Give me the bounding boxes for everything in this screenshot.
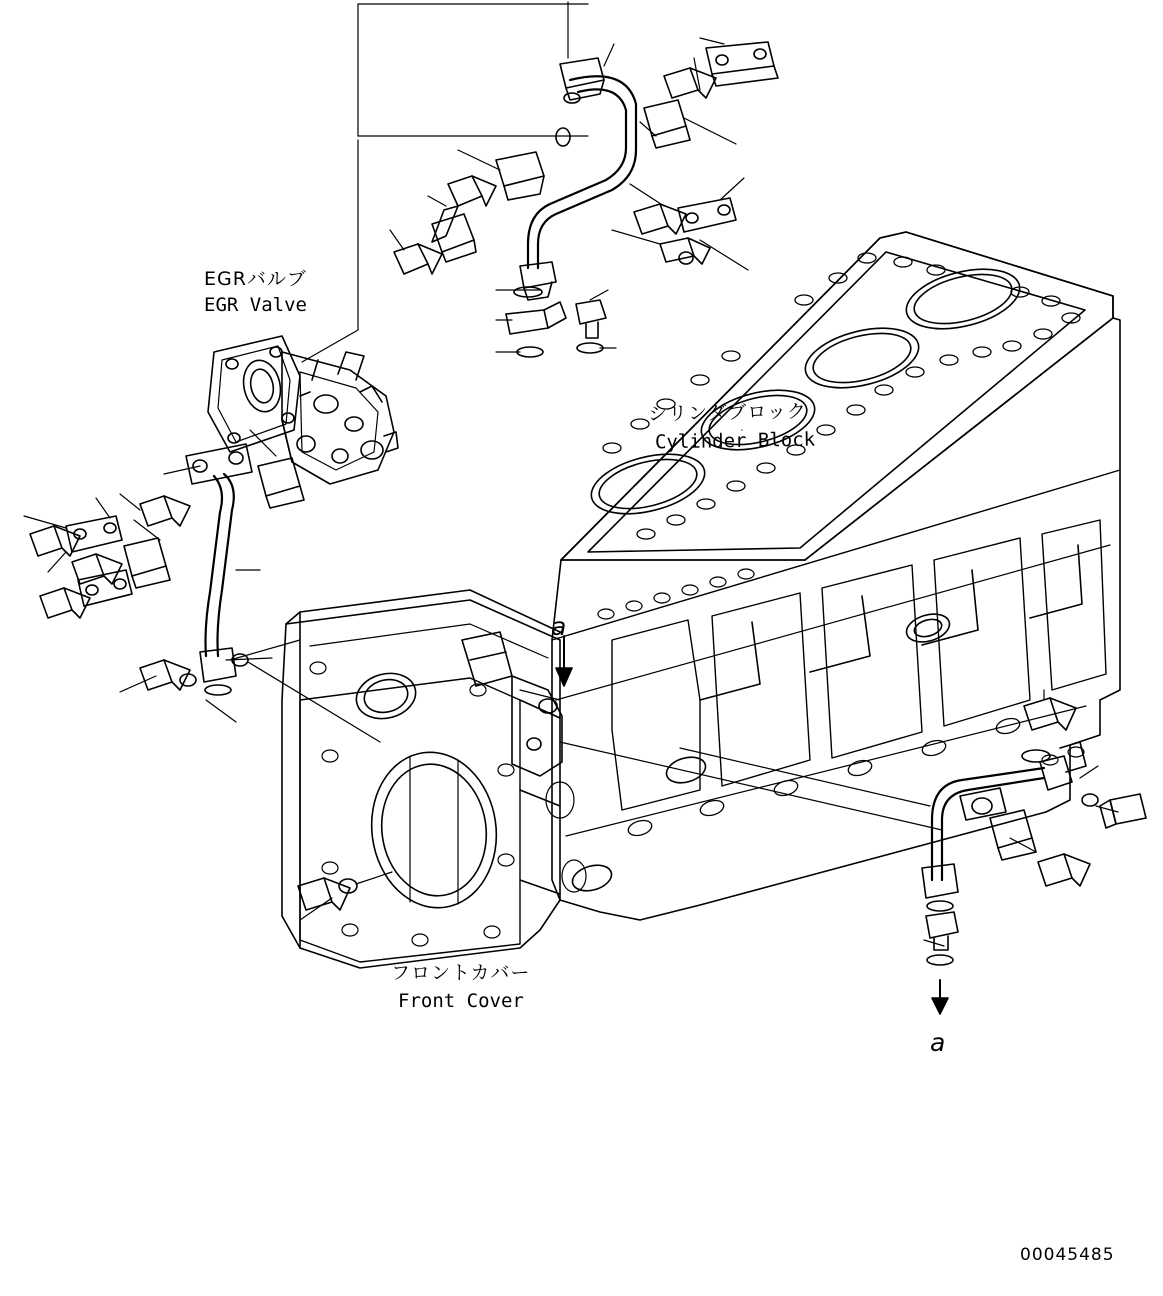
upper-egr-tube — [496, 58, 636, 300]
callout-a-top: a — [551, 612, 567, 641]
callout-arrows — [556, 636, 948, 1014]
callout-a-bottom: a — [930, 1028, 946, 1057]
egr-valve-assembly — [208, 336, 398, 484]
drawing-number: 00045485 — [1020, 1245, 1115, 1265]
egr-valve-label-en: EGR Valve — [204, 294, 307, 316]
leader-lines — [24, 2, 1118, 946]
cylinder-block-label-en: Cylinder Block — [654, 428, 816, 454]
front-cover-label-en: Front Cover — [398, 990, 524, 1012]
front-cover-label-jp: フロントカバー — [391, 962, 531, 984]
front-cover-fasteners — [298, 878, 357, 910]
front-cover-body — [282, 590, 586, 968]
lower-egr-tube — [30, 444, 304, 695]
cylinder-block-body — [552, 232, 1120, 920]
cylinder-block-label-jp: シリンダブロック — [647, 400, 808, 426]
tube-fittings-stack — [506, 287, 606, 357]
egr-valve-label-jp: EGRバルブ — [204, 268, 307, 290]
